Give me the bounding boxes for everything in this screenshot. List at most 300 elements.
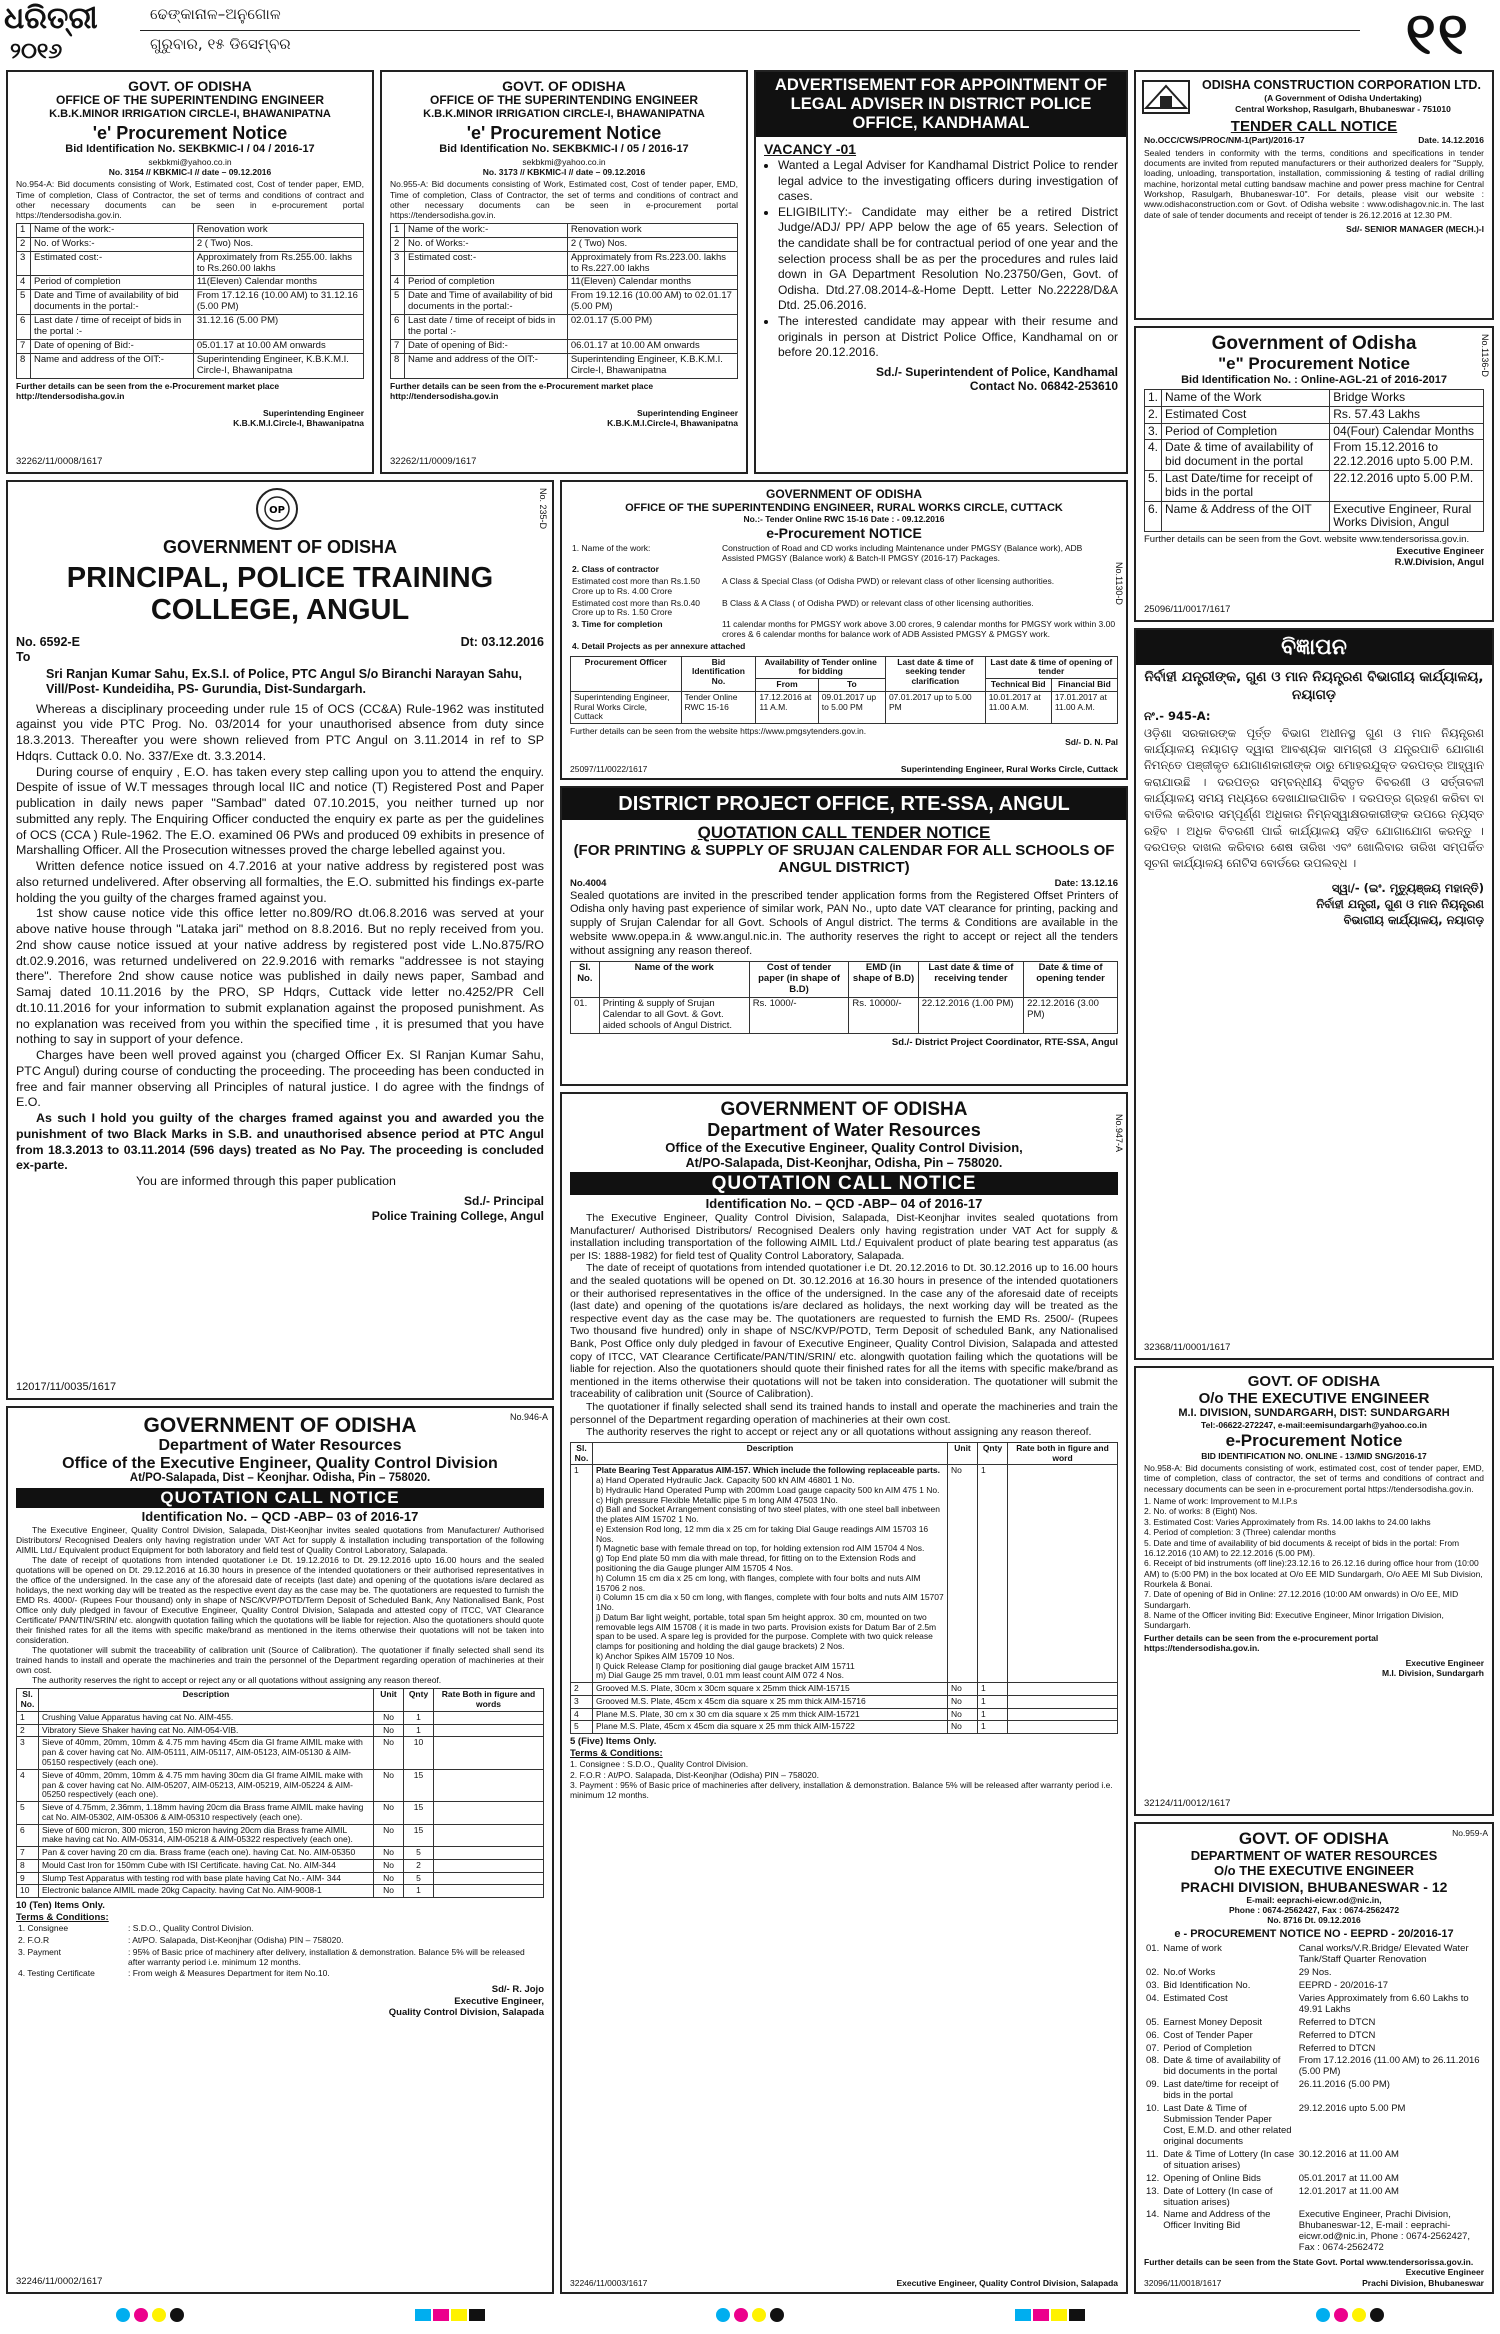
schedule-table — [570, 656, 1118, 725]
ad-ptc-angul — [6, 480, 554, 1400]
row-index: 3 — [391, 251, 405, 276]
row-value: 06.01.17 at 10.00 AM onwards — [567, 340, 737, 354]
rate-cell — [434, 1872, 544, 1885]
cell: No — [948, 1465, 978, 1683]
col-header: From — [756, 679, 818, 692]
cell: No — [948, 1683, 978, 1696]
cell: No — [948, 1708, 978, 1721]
tender-no: No.OCC/CWS/PROC/NM-1(Part)/2016-17 — [1144, 135, 1305, 146]
ad-notice-title: QUOTATION CALL NOTICE — [16, 1488, 544, 1509]
terms-title: Terms & Conditions: — [570, 1747, 663, 1759]
row-label: Opening of Online Bids — [1163, 2172, 1261, 2184]
signatory-office-2: ବିଭାଗୀୟ କାର୍ଯ୍ୟାଳୟ, ନୟାଗଡ଼ — [1343, 913, 1484, 928]
table-row — [571, 998, 1118, 1034]
cell: No — [374, 1802, 404, 1825]
cell: 2 — [17, 1724, 39, 1737]
table-row — [1145, 389, 1484, 406]
rate-cell — [1008, 1721, 1118, 1734]
cell: Sieve of 4.75mm, 2.36mm, 1.18mm having 20cm dia Brass frame AIMIL make having cat No. AIM-05302, AIM-05306 & AIM-05310 respectively (each one). — [39, 1802, 374, 1825]
ident-no: Identification No. – QCD -ABP– 03 of 2016-17 — [141, 1509, 419, 1525]
intro: No.954-A: Bid documents consisting of Work, Estimated cost, Cost of tender paper, EMD, Time of completion, Class of Contractor, the set of terms and conditions of contract and other necessary documents can be seen in e-procurement portal https://tendersodisha.gov.in. — [16, 179, 364, 221]
side-no: No.946-A — [509, 1412, 548, 1422]
signatory: Superintending Engineer — [262, 407, 364, 418]
row-index: 08. — [1146, 2055, 1160, 2067]
letter-body — [16, 702, 544, 1190]
cell: 10.01.2017 at 11.00 A.M. — [985, 691, 1051, 723]
signatory-name: Sd/- D. N. Pal — [1065, 736, 1118, 747]
rate-cell — [1008, 1708, 1118, 1721]
row-value: Renovation work — [193, 223, 363, 237]
table-row — [1144, 2017, 1484, 2030]
row-index: 07. — [1146, 2042, 1160, 2054]
row-index: 5 — [391, 290, 405, 315]
rate-cell — [434, 1802, 544, 1825]
cell: 17.12.2016 at 11 A.M. — [756, 691, 818, 723]
ref-code: 32262/11/0009/1617 — [390, 456, 477, 468]
ad-notice-title: e-Procurement NOTICE — [766, 524, 922, 541]
cell: 1 — [404, 1711, 434, 1724]
cell: 15 — [404, 1769, 434, 1801]
footer-note: Further details can be seen from the Govt. website www.tendersorissa.gov.in. — [1144, 534, 1470, 546]
rate-cell — [434, 1859, 544, 1872]
table-row — [17, 1737, 544, 1769]
cell: 15 — [404, 1824, 434, 1847]
signatory: Executive Engineer — [1396, 545, 1484, 557]
row-value: Approximately from Rs.255.00. lakhs to Rs.260.00 lakhs — [193, 251, 363, 276]
cmyk-mark — [1014, 2309, 1086, 2325]
ad-odia-bigyapana — [1134, 628, 1494, 1360]
term-3: 3. Payment : 95% of Basic price of machineries after delivery, installation & demonstration. Balance 5% will be released after warranty period i.e. minimum 12 months. — [570, 1780, 1113, 1801]
ad-legal-adviser-kandhamal — [754, 70, 1128, 474]
row-value: Executive Engineer, Rural Works Division, Angul — [1330, 501, 1484, 532]
row-index: 03. — [1146, 1979, 1160, 1991]
phone: Phone : 0674-2562427, Fax : 0674-2562472 — [1228, 1905, 1400, 1916]
row-index: 06. — [1146, 2029, 1160, 2041]
row-label: Estimated cost:- — [31, 251, 194, 276]
col-header: Sl. No. — [17, 1689, 39, 1712]
signatory: Sd./- District Project Coordinator, RTE-SSA, Angul — [891, 1036, 1118, 1048]
row-index: 2. — [1145, 406, 1162, 423]
ad-notice-title: e-Procurement Notice — [1225, 1431, 1403, 1450]
row-label: No.of Works — [1163, 1966, 1216, 1978]
cell: 1 — [17, 1711, 39, 1724]
ad-rwc-cuttack-eproc — [560, 480, 1128, 780]
row-index: 12. — [1146, 2172, 1160, 2184]
cell: No — [374, 1711, 404, 1724]
cell: 1 — [978, 1695, 1008, 1708]
list-item: 6. Receipt of bid instruments (off line):23.12.16 to 26.12.16 during office hour from (10:00 AM) to (5:00 PM) in the box located at O/o EE MID Sundargarh, O/o AEE MI Sub Division, Rourkela & Bonai. — [1144, 1558, 1483, 1589]
row-value: 11(Eleven) Calendar months — [567, 276, 737, 290]
ref-code: 25097/11/0022/1617 — [570, 763, 648, 774]
term-label: 1. Consignee — [18, 1923, 69, 1934]
ad-gov: GOVERNMENT OF ODISHA — [720, 1099, 968, 1120]
work-table — [1144, 1943, 1484, 2255]
table-row — [1144, 1943, 1484, 1967]
row-value: 29.12.2016 upto 5.00 PM — [1298, 2103, 1406, 2115]
row-index: 14. — [1146, 2209, 1160, 2221]
table-row — [391, 290, 738, 315]
table-row — [17, 354, 364, 379]
row-index: 01. — [1146, 1943, 1160, 1955]
row-label: Name and address of the OIT:- — [31, 354, 194, 379]
table-row — [391, 340, 738, 354]
cell: 1 — [978, 1721, 1008, 1734]
row-value: Superintending Engineer, K.B.K.M.I. Circle-I, Bhawanipatna — [193, 354, 363, 379]
row-value: From 15.12.2016 to 22.12.2016 upto 5.00 P.M. — [1330, 440, 1484, 471]
ad-gov: Government of Odisha — [1211, 333, 1417, 354]
row-label: No. of Works:- — [405, 237, 568, 251]
edition-label: ଢେଙ୍କାନାଳ–ଅନୁଗୋଳ — [150, 5, 281, 23]
cell: Sieve of 600 micron, 300 micron, 150 micron having 20cm dia Brass frame AIMIL make having cat No. AIM-05314, AIM-05218 & AIM-05322 respectively (each one). — [39, 1824, 374, 1847]
col-header: Unit — [948, 1442, 978, 1465]
row-value: 31.12.16 (5.00 PM) — [193, 315, 363, 340]
table-row — [17, 1802, 544, 1825]
table-row — [1144, 2055, 1484, 2079]
col-header: Rate both in figure and word — [1008, 1442, 1118, 1465]
cell: No — [374, 1769, 404, 1801]
col-header: Unit — [374, 1689, 404, 1712]
table-row — [1144, 2186, 1484, 2210]
rate-cell — [434, 1724, 544, 1737]
ref-code: 25096/11/0017/1617 — [1144, 604, 1231, 616]
cell: No — [374, 1724, 404, 1737]
cell: Sieve of 40mm, 20mm, 10mm & 4.75 mm having 30cm dia GI frame AIMIL make with pan & cover having cat No. AIM-05207, AIM-05213, AIM-05219, AIM-05224 & AIM-05250 respectively (each one). — [39, 1769, 374, 1801]
row-index: 02. — [1146, 1966, 1160, 1978]
side-no: No.1136-D — [1480, 334, 1490, 377]
letter-no: No. 3154 // KBKMIC-I // date – 09.12.2016 — [108, 166, 272, 177]
para-7: You are informed through this paper publication — [136, 1174, 396, 1189]
row-label: Last Date & Time of Submission Tender Paper Cost, E.M.D. and other related original documents — [1163, 2103, 1292, 2147]
table-row — [17, 340, 364, 354]
cell: Superintending Engineer, Rural Works Circle, Cuttack — [571, 691, 682, 723]
table-row — [1145, 470, 1484, 501]
term-1: 1. Consignee : S.D.O., Quality Control Division. — [570, 1759, 749, 1770]
cell: 1 — [978, 1465, 1008, 1683]
sub-item: i) Column 15 cm dia x 50 cm long, with flanges, complete with four bolts and nuts AIM 15707 1No. — [596, 1592, 944, 1613]
company-addr: Central Workshop, Rasulgarh, Bhubaneswar - 751010 — [1235, 103, 1451, 114]
col-header: Last date & time of opening of tender — [985, 656, 1117, 679]
col-header: Sl. No. — [571, 962, 600, 998]
ad-division: PRACHI DIVISION, BHUBANESWAR - 12 — [1180, 1878, 1448, 1895]
company-name: ODISHA CONSTRUCTION CORPORATION LTD. — [1202, 78, 1481, 92]
term-label: 3. Payment — [18, 1946, 61, 1957]
rate-cell — [1008, 1465, 1118, 1683]
signatory: Superintending Engineer, Rural Works Circle, Cuttack — [900, 763, 1118, 774]
col-header: Availability of Tender online for bidding — [756, 656, 886, 679]
sub-item: j) Datum Bar light weight, portable, total span 5m height approx. 30 cm, mounted on two removable legs AIM 15708 ( it is made in two parts. Provision exists for Datum Bar of 2.5m span to be used. A spare leg is provided for the purpose. Complete with two quick release clamps for positioning and holding the dial gauge brackets) 2 Nos. — [596, 1611, 937, 1652]
table-row — [571, 1465, 1118, 1683]
signatory-office: Police Training College, Angul — [371, 1208, 544, 1223]
ref-code: 32246/11/0003/1617 — [570, 2277, 648, 2288]
cell: 10 — [404, 1737, 434, 1769]
ad-title: ADVERTISEMENT FOR APPOINTMENT OF LEGAL ADVISER IN DISTRICT POLICE OFFICE, KANDHAMAL — [756, 72, 1126, 137]
row-label: Name of the work:- — [31, 223, 194, 237]
row-index: 4. — [1145, 440, 1162, 471]
ad-office: Office of the Executive Engineer, Quality Control Division — [62, 1454, 498, 1472]
ad-notice-title: 'e' Procurement Notice — [466, 122, 662, 143]
row-index: 04. — [1146, 1992, 1160, 2004]
body-text: Sealed quotations are invited in the prescribed tender application forms from the Registered Offset Printers of Odisha only having past experience of similar work, PAN No., upto date VAT clearance for printing, packing and supply of Srujan Calendar for all Govt. Schools of Angul district. The terms & Conditions are available in the website www.opepa.in & www.angul.nic.in. The authority reserves the right to accept or reject all the tenders without assigning any reason thereof. — [570, 889, 1118, 957]
para-1: The Executive Engineer, Quality Control Division, Salapada, Dist-Keonjhar invites sealed quotations from Manufacturer/ Authorised Distributors/ Recognised Dealers only having registration under VAT Act for supply & installation including transportation of the following AIMIL Ltd./ Equivalent product Equipment for both laboratory and field test of Quality Control Laboratory, Salapada. — [16, 1525, 544, 1556]
table-row — [17, 1872, 544, 1885]
item-label: 1. Name of the work: — [572, 542, 651, 553]
page-header — [0, 0, 1500, 68]
para-5: Charges have been well proved against you (charged Officer Ex. SI Ranjan Kumar Sahu, PTC Angul) during course of conducting the proceeding. The proceeding has been conducted in free and fair manner observing all Principles of natural justice. I do agree with the findngs of E.O. — [16, 1048, 544, 1110]
para-4: The authority reserves the right to accept or reject any or all quotations without assigning any reason thereof. — [586, 1426, 1092, 1439]
term-value: : At/PO. Salapada, Dist-Keonjhar (Odisha) PIN – 758020. — [128, 1935, 344, 1946]
sub-item: l) Quick Release Clamp for positioning dial gauge bracket AIM 15711 — [596, 1660, 855, 1671]
cell: Plane M.S. Plate, 45cm x 45cm dia square x 25 mm thick AIM-15722 — [593, 1721, 948, 1734]
ad-gov: GOVERNMENT OF ODISHA — [143, 1414, 417, 1437]
ad-dept: Department of Water Resources — [158, 1437, 402, 1455]
ref-code: 32368/11/0001/1617 — [1144, 1342, 1231, 1354]
ad-gov: GOVT. OF ODISHA — [502, 78, 626, 94]
work-table — [390, 223, 738, 379]
row-label: Estimated cost:- — [405, 251, 568, 276]
tender-date: Date. 14.12.2016 — [1418, 135, 1484, 146]
row-label: Name of work — [1163, 1943, 1222, 1955]
row-value: From 17.12.2016 (11.00 AM) to 26.11.2016 (5.00 PM) — [1298, 2055, 1480, 2078]
signatory: Executive Engineer — [1405, 2267, 1484, 2278]
sub-item: g) Top End plate 50 mm dia with male thread, for fitting on to the Extension Rods and positioning the dia Gauge plunger AIM 15705 4 Nos. — [596, 1553, 916, 1573]
ref-code: 32262/11/0008/1617 — [16, 456, 103, 468]
intro: No.958-A: Bid documents consisting of work, estimated cost, cost of tender paper, EMD, time of completion, class of contractor, the set of terms and conditions of contract and necessary documents can be seen in e-procurement portal https://tendersodisha.gov.in. — [1144, 1463, 1484, 1494]
signatory-name: Sd/- R. Jojo — [491, 1984, 544, 1996]
cell: 2 — [571, 1683, 593, 1696]
side-no: No.1130-D — [1114, 562, 1124, 605]
ad-office: OFFICE OF THE SUPERINTENDING ENGINEER — [429, 93, 699, 108]
ad-dept: Department of Water Resources — [707, 1119, 981, 1140]
row-value: Executive Engineer, Prachi Division, Bhubaneswar-12, E-mail : eeprachi-eicwr.od@nic.in, Phone : 0674-2562427, Fax : 0674-2562472 — [1298, 2209, 1471, 2254]
cell: No — [374, 1859, 404, 1872]
table-row — [571, 691, 1118, 723]
rate-cell — [434, 1885, 544, 1898]
para-3: The quotationer if finally selected shall send its trained hands to install and operate the machineries and train the personnel of the Department regarding operation of machineries at their own cost. — [570, 1401, 1118, 1426]
row-index: 2 — [17, 237, 31, 251]
row-label: Name of the work:- — [405, 223, 568, 237]
row-label: Period of Completion — [1162, 423, 1330, 440]
cell: Plane M.S. Plate, 30 cm x 30 cm dia square x 25 mm thick AIM-15721 — [593, 1708, 948, 1721]
row-label: Date of opening of Bid:- — [31, 340, 194, 354]
bullet-apply: • The interested candidate may appear with their resume and originals in person at District Police Office, Kandhamal on or before 20.12.2016. — [778, 314, 1118, 361]
row-index: 4 — [391, 276, 405, 290]
table-row — [17, 1859, 544, 1872]
col-header: Cost of tender paper (in shape of B.D) — [749, 962, 849, 998]
letter-no: ନଂ.- 945-A: — [1144, 709, 1211, 724]
para-2: The date of receipt of quotations from intended quotationer i.e Dt. 20.12.2016 to Dt. 30.12.2016 up to 16.00 hours and the sealed quotations will be opened on Dt. 30.12.2016 at 16.30 hours in presence of the intended quotationers or their authorised representatives in the office of the undersigned. In the case any of the aforesaid date of receipts (last date) and opening of the quotations is/are declared as holidays, the next working day will be treated as the respective event day as the case may be. The quotationers are requested to furnish the EMD Rs. 2500/- (Rupees Two thousand five hundred) only in shape of NSC/KVP/POTD, Term Deposit of scheduled Bank, any Nationalised Bank, Post Office only duly pledged in favour of Executive Engineer, Quality Control Division, Salapada and attested copy of ITCC, VAT Clearance Certificate/PAN/TIN/SRIN/ etc. alongwith quotation failing which the quotations will be liable for rejection. Also the quotationers should quote their finished rates for all the items with specific make/brand as mentioned in the items otherwise their quotations will not be taken into consideration. The quotationer will submit the traceability of calibration unit (Source of Calibration). — [570, 1262, 1118, 1401]
row-index: 8 — [17, 354, 31, 379]
letter-no: No. 6592-E — [16, 634, 80, 649]
table-row — [571, 1695, 1118, 1708]
para-2: The date of receipt of quotations from intended quotationer i.e Dt. 19.12.2016 to Dt. 29.12.2016 upto 16.00 hours and the sealed quotations will be opened on Dt. 29.12.2016 at 16.30 hours in presence of the intended quotationers or their authorised representatives in the office of the undersigned. In the case any of the aforesaid date of receipts (last date) and opening of the quotations is/are declared as holidays, the next working day will be treated as the respective event day as the case may be. The quotationers are requested to furnish the EMD Rs. 4000/- (Rupees Four thousand) only in shape of NSC/KVP/POTD/Term Deposit of Scheduled Bank, Any Nationalised Bank, Post Office only duly pledged in favour of Executive Engineer, Quality Control Division, Salapada and attested copy of ITCC, VAT Clearance Certificate/ PAN/TIN/SRIN/ etc. alongwith quotation failing which the quotations will be liable for rejection. Also the quotationers should quote their finished rates for all the items with specific make/brand as mentioned in the items otherwise their quotations will not be taken into consideration. — [16, 1555, 544, 1646]
para-6: As such I hold you guilty of the charges framed against you and awarded you the punishment of two Black Marks in S.B. and unauthorised absence period at PTC Angul from 18.3.2013 to 03.11.2014 (596 days) treated as No Pay. The proceeding is concluded ex-parte. — [16, 1111, 544, 1173]
para-3: The quotationer will submit the traceability of calibration unit (Source of Calibration). The quotationer if finally selected shall send its trained hands to install and operate the machineries and train the personnel of the Department regarding operation of machineries at their own cost. — [16, 1645, 544, 1676]
row-value: 05.01.17 at 10.00 AM onwards — [193, 340, 363, 354]
signatory-office: K.B.K.M.I.Circle-I, Bhawanipatna — [233, 417, 364, 428]
col-header: Rate Both in figure and words — [434, 1689, 544, 1712]
email: E-mail: eeprachi-eicwr.od@nic.in, — [1246, 1894, 1382, 1905]
row-index: 2 — [391, 237, 405, 251]
bid-id: BID IDENTIFICATION NO. ONLINE - 13/MID SNG/2016-17 — [1201, 1450, 1427, 1461]
row-index: 09. — [1146, 2079, 1160, 2091]
cell: 17.01.2017 at 11.00 A.M. — [1051, 691, 1117, 723]
cell: 22.12.2016 (3.00 PM) — [1024, 998, 1118, 1034]
table-row — [571, 1721, 1118, 1734]
item-label: 4. Detail Projects as per annexure attached — [572, 640, 746, 651]
row-label: Date and Time of availability of bid documents in the portal:- — [31, 290, 194, 315]
table-row — [1144, 2103, 1484, 2149]
row-label: Period of Completion — [1163, 2042, 1252, 2054]
occ-logo — [1142, 80, 1190, 114]
masthead-year: ୨୦୧୬ — [10, 39, 63, 64]
work-details — [570, 543, 1118, 653]
row-value: Superintending Engineer, K.B.K.M.I. Circle-I, Bhawanipatna — [567, 354, 737, 379]
row-label: Last date / time of receipt of bids in the portal :- — [405, 315, 568, 340]
row-value: 29 Nos. — [1298, 1966, 1332, 1978]
row-value: Referred to DTCN — [1298, 2016, 1376, 2028]
ad-dept: DEPARTMENT OF WATER RESOURCES — [1190, 1847, 1438, 1863]
ad-gov: GOVT. OF ODISHA — [128, 78, 252, 94]
row-value: 04(Four) Calendar Months — [1330, 423, 1484, 440]
para-1: The Executive Engineer, Quality Control Division, Salapada, Dist-Keonjhar invites sealed quotations from Manufacturer/ Authorised Distributors/ Recognised Dealers only having registration under VAT Act for supply & installation including transportation of the following AIMIL Ltd./ Equivalent product of plate bearing test apparatus (as per IS: 1888-1982) for field test of Quality Control Laboratory, Salapada. — [570, 1212, 1118, 1262]
row-label: Date & Time of Lottery (In case of situation arises) — [1163, 2148, 1295, 2171]
col-header: Procurement Officer — [571, 656, 682, 691]
col-header: To — [818, 679, 885, 692]
term-value: : 95% of Basic price of machinery after delivery, installation & demonstration. Balance 5% will be released after warranty period i.e. minimum 12 months. — [128, 1946, 525, 1967]
ad-addr: At/PO-Salapada, Dist-Keonjhar, Odisha, Pin – 758020. — [685, 1155, 1003, 1170]
cmyk-mark — [1314, 2308, 1386, 2326]
cell: 1 — [404, 1724, 434, 1737]
row-label: Cost of Tender Paper — [1163, 2029, 1253, 2041]
item-value: Construction of Road and CD works including Maintenance under PMGSY (Balance work), ADB Assisted PMGSY (Balance work) & Batch-II PMGSY (2016-17) Packages. — [722, 542, 1083, 563]
row-label: Period of completion — [405, 276, 568, 290]
items-count: 5 (Five) Items Only. — [570, 1736, 657, 1748]
term-label: 2. F.O.R — [18, 1935, 50, 1946]
row-value: Renovation work — [567, 223, 737, 237]
items-list — [1144, 1496, 1484, 1631]
table-row — [1144, 1967, 1484, 1980]
cmyk-mark — [414, 2309, 486, 2325]
row-label: Estimated Cost — [1163, 1992, 1228, 2004]
table-header — [17, 1689, 544, 1712]
col-header: Last date & time of receiving tender — [918, 962, 1023, 998]
cell: No — [374, 1885, 404, 1898]
row-label: Date of Lottery (In case of situation arises) — [1163, 2185, 1273, 2208]
item-value: 11 calendar months for PMGSY work above 3.00 crores, 9 calendar months for PMGSY work within 3.00 crores & 6 calendar months for balance work of ADB Assisted PMGSY & PMGSY work. — [722, 619, 1116, 640]
ad-rw-angul-eproc — [1134, 326, 1494, 622]
cell: 09.01.2017 up to 5.00 PM — [818, 691, 885, 723]
bullet-list — [778, 158, 1118, 361]
row-label: Estimated Cost — [1162, 406, 1330, 423]
rate-cell — [434, 1847, 544, 1860]
item-label: 3. Time for completion — [572, 619, 663, 630]
letter-no: No. 3173 // KBKMIC-I // date – 09.12.2016 — [482, 166, 646, 177]
cell: Slump Test Apparatus with testing rod with base plate having Cat No.- AIM- 344 — [39, 1872, 374, 1885]
items-count: 10 (Ten) Items Only. — [16, 1900, 105, 1912]
cell: Rs. 10000/- — [849, 998, 918, 1034]
row-index: 13. — [1146, 2185, 1160, 2197]
footer-note: Further details can be seen from the e-procurement portal https://tendersodisha.gov.in. — [1144, 1632, 1379, 1654]
svg-text:OP: OP — [269, 505, 285, 516]
table-row — [17, 1885, 544, 1898]
bid-id: Bid Identification No. SEKBKMIC-I / 05 / 2016-17 — [439, 143, 689, 156]
table-row — [17, 237, 364, 251]
cmyk-mark — [714, 2308, 786, 2326]
body-text: ଓଡ଼ିଶା ସରକାରଙ୍କ ପୂର୍ତ୍ତ ବିଭାଗ ଅଧୀନସ୍ଥ ଗୁଣ ଓ ମାନ ନିୟନ୍ତ୍ରଣ କାର୍ଯ୍ୟାଳୟ ନୟାଗଡ଼ ଦ୍ୱାରା ଆବଶ୍ୟକ ସାମଗ୍ରୀ ଓ ଯନ୍ତ୍ରପାତି ଯୋଗାଣ ନିମନ୍ତେ ପଞ୍ଜୀକୃତ ଯୋଗାଣକାରୀଙ୍କ ଠାରୁ ମୋହରଯୁକ୍ତ ଦରପତ୍ର ଆହ୍ୱାନ କରାଯାଉଛି । ଦରପତ୍ର ସମ୍ବନ୍ଧୀୟ ବିସ୍ତୃତ ବିବରଣୀ ଓ ସର୍ତ୍ତାବଳୀ କାର୍ଯ୍ୟାଳୟ ସମୟ ମଧ୍ୟରେ ଦେଖାଯାଇପାରିବ । ଦରପତ୍ର ଗ୍ରହଣ କରିବା ବା ବାତିଲ କରିବାର ସମ୍ପୂର୍ଣ୍ଣ ଅଧିକାର ନିମ୍ନସ୍ୱାକ୍ଷରକାରୀଙ୍କ ଉପରେ ନ୍ୟସ୍ତ ରହିବ । ଅଧିକ ବିବରଣୀ ପାଇଁ କାର୍ଯ୍ୟାଳୟ ସହିତ ଯୋଗାଯୋଗ କରନ୍ତୁ । ଦରପତ୍ର ଦାଖଲ କରିବାର ଶେଷ ତାରିଖ ଏବଂ ଖୋଲିବାର ତାରିଖ ସମ୍ପର୍କିତ ସୂଚନା କାର୍ଯ୍ୟାଳୟ ନୋଟିସ ବୋର୍ଡରେ ଉପଲବ୍ଧ । — [1144, 725, 1484, 871]
signatory: Superintending Engineer — [636, 407, 738, 418]
rate-cell — [434, 1824, 544, 1847]
work-table — [1144, 389, 1484, 532]
col-header: Description — [39, 1689, 374, 1712]
sub-item: m) Dial Gauge 25 mm travel, 0.01 mm least count AIM 072 4 Nos. — [596, 1670, 845, 1681]
col-header: Name of the work — [599, 962, 749, 998]
cell: 4 — [17, 1769, 39, 1801]
ad-occ-tender-call — [1134, 70, 1494, 320]
table-header — [571, 1442, 1118, 1465]
row-label: Last Date/time for receipt of bids in the portal — [1162, 470, 1330, 501]
table-row — [571, 1683, 1118, 1696]
contact: Tel:-06622-272247, e-mail:eemisundargarh@yahoo.co.in — [1201, 1419, 1427, 1430]
table-row — [17, 290, 364, 315]
signatory: Sd/- SENIOR MANAGER (MECH.)-I — [1346, 224, 1484, 235]
ad-notice-title: e - PROCUREMENT NOTICE NO - EEPRD - 20/2016-17 — [1174, 1927, 1454, 1940]
ad-gov: GOVERNMENT OF ODISHA — [162, 537, 397, 557]
col-header: Qnty — [404, 1689, 434, 1712]
side-no: No. 235-D — [538, 488, 548, 530]
to-label: To — [16, 649, 31, 664]
row-index: 4 — [17, 276, 31, 290]
cell: Tender Online RWC 15-16 — [681, 691, 756, 723]
cell: No — [374, 1847, 404, 1860]
cell: 3 — [571, 1695, 593, 1708]
item-value: A Class & Special Class (of Odisha PWD) or relevant class of other licensing authorities. — [722, 576, 1055, 587]
ad-gov: GOVT. OF ODISHA — [1247, 1373, 1381, 1390]
ad-dpo-rte-ssa-angul — [560, 786, 1128, 1086]
term-value: : From weigh & Measures Department for item No.10. — [128, 1968, 330, 1979]
cell: Grooved M.S. Plate, 30cm x 30cm square x 25mm thick AIM-15715 — [593, 1683, 948, 1696]
row-index: 6 — [17, 315, 31, 340]
ad-subtitle: QUOTATION CALL TENDER NOTICE — [697, 823, 991, 843]
contact-no: Contact No. 06842-253610 — [969, 379, 1118, 394]
cell: 01. — [571, 998, 600, 1034]
row-value: 2 ( Two) Nos. — [567, 237, 737, 251]
row-value: Referred to DTCN — [1298, 2029, 1376, 2041]
table-row — [17, 1724, 544, 1737]
side-no: No.947-A — [1114, 1114, 1124, 1153]
term-value: : S.D.O., Quality Control Division. — [128, 1923, 254, 1934]
ref-code: 32096/11/0018/1617 — [1144, 2277, 1222, 2288]
item-desc: Plate Bearing Test Apparatus AIM-157. Which include the following replaceable parts. — [596, 1465, 941, 1476]
ad-qcd-salapada-04 — [560, 1092, 1128, 2294]
table-row — [391, 315, 738, 340]
police-emblem — [254, 486, 300, 532]
ad-title: PRINCIPAL, POLICE TRAINING COLLEGE, ANGUL — [66, 561, 494, 627]
sub-item: c) High pressure Flexible Metallic pipe 5 m long AIM 47503 1No. — [596, 1494, 838, 1505]
sub-item: k) Anchor Spikes AIM 15709 10 Nos. — [596, 1650, 735, 1661]
cell: 07.01.2017 up to 5.00 PM — [885, 691, 985, 723]
row-label: Date of opening of Bid:- — [405, 340, 568, 354]
para-2: During course of enquiry , E.O. has taken every step calling upon you to attend the enquiry. Despite of issue of W.T messages through local IIC and notice (T) Registered Post and Paper publication in daily news paper "Sambad" dated 07.10.2015, you neither turned up nor submitted any reply. The Enquiring Officer conducted the enquiry ex parte as per the guidelines of OCS (CCA ) Rule-1962. The E.O. examined 06 PWs and produced 09 exhibits in presence of Marshalling Officer. All the Prosecution witnesses proved the charge lebelled against you. — [16, 764, 544, 858]
addressee: Sri Ranjan Kumar Sahu, Ex.S.I. of Police, PTC Angul S/o Biranchi Narayan Sahu, Vill/Post- Kundeidiha, PS- Gurundia, Dist-Sundargarh. — [46, 667, 523, 697]
sub-item: e) Extension Rod long, 12 mm dia x 25 cm for taking Dial Gauge readings AIM 15703 16 Nos. — [596, 1523, 929, 1544]
list-item: 1. Name of work: Improvement to M.I.P.s — [1144, 1496, 1298, 1507]
signatory-office: Quality Control Division, Salapada — [388, 2007, 544, 2019]
cell: Rs. 1000/- — [749, 998, 849, 1034]
row-label: Name of the Work — [1162, 389, 1330, 406]
cell: 4 — [571, 1708, 593, 1721]
intro: No.955-A: Bid documents consisting of Work, Estimated cost, Cost of tender paper, EMD, Time of completion, Class of Contractor, the set of terms and conditions of contract and other necessary documents can be seen in e-procurement portal https://tendersodisha.gov.in. — [390, 179, 738, 221]
cell: 8 — [17, 1859, 39, 1872]
